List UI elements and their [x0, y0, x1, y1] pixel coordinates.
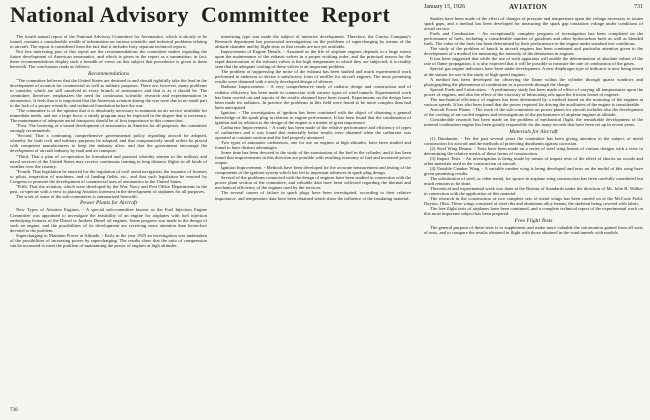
paragraph: The fourth annual report of the National Advisory Committee for Aeronautics, which is shortly to be issued, contains a considerable wealth of information on various scientific and technical problems relating to aircraft. The report is considered from the fact that it includes forty separate technical reports.: [10, 34, 207, 50]
column-2: [215, 0, 411, 420]
paragraph: (1) Duralumin. - For the past several years the committee has been giving attention to the subject of metal construction for aircraft and the methods of protecting duralumin against corrosion.: [424, 135, 643, 146]
title-part-2: Committee: [201, 2, 310, 27]
paragraph: Special gas engine indicators have been under development. A new diaphragm type of indicator is now being tested at the station for use in the study of high speed engines.: [424, 66, 643, 77]
paragraph: Ignition. - The investigation of ignition has been continued with the object of obtaining a general knowledge of the spark plug in relation to engine performance. It has been found that the combination of ignition and its relation to the design of the engine is a matter of great importance.: [215, 109, 411, 125]
title-part-1: National Advisory: [10, 2, 190, 27]
header-journal-name: AVIATION: [509, 3, 548, 11]
column-3-body: [424, 16, 643, 235]
title-part-3: Report: [321, 2, 391, 27]
paragraph: Several of the problems connected with the design of engines have been studied in connection with the power plant section of the committee, and valuable data have been collected regarding the thermal and mechanical efficiency of the engines used by the services.: [215, 175, 411, 191]
paragraph: The substitution of steel, or other metal, for spruce in airplane wing construction has been carefully considered but much remains to be done.: [424, 175, 643, 186]
paragraph: (3) Impact Tests. - An investigation is being made by means of impact tests of the effect of shocks on woods and other materials used in the construction of aircraft.: [424, 155, 643, 166]
column-1: [10, 0, 207, 420]
paragraph: interesting type was made the subject of intensive development. Therefore, the Curtiss Company's Research department has prosecuted investigations on the problems of supercharging by means of the altitude chamber and by flight tests so that results are not yet available.: [215, 34, 411, 50]
paragraph: The free flight tests of airplanes have been continued, and a complete technical report of the experimental work on this most important subject has been prepared.: [424, 206, 643, 217]
paragraph: Special Fuels and Lubrication. - A preliminary study has been made of effect of varying all temperatures upon the power of engines, and also the effect of the viscosity of lubricating oils upon the friction losses of engines.: [424, 86, 643, 97]
paragraph: "The committee is of the opinion that it is absolutely necessary to maintain an air service available for immediate needs, and not a large force, a steady program may be expected in the degree that is necessary. The maintenance of adequate aerial transports should be of first importance in this connection.: [10, 108, 207, 124]
paragraph: "Fourth. That legislation be enacted for the regulation of civil aerial navigation, the issuance of licenses to pilots, inspection of machines, and of landing fields, etc., and that such legislation be enacted by Congress to promote the development of commercial uses of aeronautics in the United States.: [10, 168, 207, 184]
header-date: January 15, 1926: [424, 4, 466, 10]
section-heading-power-plants: Power Plants for Aircraft: [79, 200, 138, 207]
paragraph: It has been suggested that while the use of such apparatus will enable the determination of absolute values of the rate of flame propagation, it is also expected that it will be possible to measure the rate of combustion of the gases.: [424, 56, 643, 67]
paragraph: Supercharging to Maintain Power at Altitude. - Early in the year 1925 an investigation was undertaken of the possibilities of increasing power by supercharging. The results show that the ratio of compression can be increased to meet the problem of maintaining the power of engines at high altitudes.: [10, 232, 207, 248]
paragraph: Not less interesting part of this report are the recommendations the committee makes regarding the future development of American aeronautics, and which is given in the report as a summation; in fact, these recommendations display such a breadth of views on this subject that precedence is given to them herewith. The conclusions reads as follows:: [10, 49, 207, 70]
paragraph: Studies have been made of the effect of changes of pressure and temperature upon the voltage necessary to ionize spark gaps, and a method has been developed for measuring the spark gap ionization voltage under conditions of actual service.: [424, 16, 643, 32]
paragraph: Ignition Improvement. - Methods have been developed for the accurate measurement and testing of the components of the ignition system which has led to important advances in spark plug design.: [215, 165, 411, 176]
column-1-body: [10, 34, 207, 248]
section-heading-recommendations: Recommendations: [87, 70, 129, 77]
paragraph: "Fifth. That the aviation, which were developed by the War, Navy and Post Office Departments in the past, co-operate with a view to placing Aviation foremost in the development of airplanes for all purposes.: [10, 183, 207, 194]
paragraph: "The committee believes that the United States are destined to and should rightfully take the lead in the development of aviation for commercial as well as military purposes. There are, however, many problems to consider, which are still unsolved in every branch of aeronautics and that is as it should be. The committee, therefore, emphasizes the need for continuous scientific research and experimentation in aeronautics. It feels that it is important that the American aviation during the war were due in no small part to the lack of a proper scientific and technical foundation before the war.: [10, 77, 207, 109]
paragraph: The mechanical efficiency of engines has been determined by a method based on the motoring of the engines at various speeds. It has also been found that the power required for driving the auxiliaries of the engine is considerable.: [424, 96, 643, 107]
paragraph: Carburetor Improvement. - A study has been made of the relative performance and efficiency of types of carburetors and it was found that materially better results were obtained when the carburetor was operated at constant suction and the fuel properly atomized.: [215, 124, 411, 140]
section-heading-materials: Materials for Aircraft: [509, 128, 558, 135]
paragraph: Aircraft Power Plants. - The work of the sub-committee on power plants for aircraft includes also the development of the cooling of air-cooled engines and investigations of the performance of airplane engines at altitude.: [424, 106, 643, 117]
paragraph: A method has been developed for observing the flame within the cylinder through quartz windows and photographing the phenomena of combustion as it proceeds through the charge.: [424, 76, 643, 87]
paragraph: "Third. That a plan of co-operation be formulated and pursued whereby airmen in the military and naval services of the United States may receive continuous training in long distance flights in all kinds of weather over the country.: [10, 153, 207, 169]
paragraph: Considerable research has been made on the problem of mechanical flight, the remarkable development of the internal combustion engine has been greatly responsible for the many records that have been set up in recent years.: [424, 116, 643, 127]
section-heading-free-flight: Free Flight Tests: [514, 217, 553, 224]
paragraph: The general purpose of these tests is to supplement and make more valuable the information gained from all sorts of tests, and to compare the results obtained in flight with those obtained in the wind tunnels with models.: [424, 224, 643, 235]
paragraph: Radiator Improvement. - A very comprehensive study of radiator design and construction and of radiator efficiency has been made in connection with various types of wind tunnels. Experimental work has been carried out and reports of the results obtained have been issued. Experiments on the design have been made for radiators. In practice the problems in this field were found to be more complex than had been anticipated.: [215, 84, 411, 110]
paragraph: New Types of Aviation Engines. - A special sub-committee known as the Fuel Injection Engine Committee was appointed to investigate the feasibility of an engine for airplanes with fuel injection embodying features of the Diesel or Junkers Diesel oil engines. Some progress was made in the design of such an engine, and the possibilities of its development are receiving more attention than heretofore devoted to the problem.: [10, 207, 207, 233]
paragraph: The several causes of failure in spark plugs have been investigated, according to their relative importance, and temperature data have been obtained which show the influence of the insulating material.: [215, 190, 411, 201]
paragraph: The problem of suppressing the noise of the exhaust has been studied and much experimental work performed in endeavor to devise a satisfactory form of muffler for aircraft engines. The most promising results were obtained with a newly developed design of silencer.: [215, 69, 411, 85]
column-2-body: [215, 34, 411, 201]
paragraph: (2) Steel Wing Beams. - Tests have been made on a series of steel wing beams of various designs with a view to determining the relative merits of these forms of construction.: [424, 145, 643, 156]
paragraph: The study of the problem of knock in aircraft engines has been continued and particular attention given to the development of a method for measuring the intensity of the detonation in engines.: [424, 46, 643, 57]
paragraph: Two types of automatic carburetors, one for use on engines at high altitudes, have been studied and found to have distinct advantages.: [215, 139, 411, 151]
paragraph: Some time has been devoted to the study of the atomization of the fuel in the cylinder, and it has been found that improvements in this direction are possible with resulting economy of fuel and increased power output.: [215, 150, 411, 166]
paragraph: (4) Variable Camber Wing. - A variable camber wing is being developed and tests on the model of this wing have given promising results.: [424, 165, 643, 176]
paragraph: The research in the construction of two complete sets of metal wings has been carried on at the McCook Field, Dayton, Ohio. These wings consisted of steel ribs and aluminum alloy beams, the skeleton being covered with fabric.: [424, 196, 643, 207]
paragraph: Improvement of Engine Details. - Assumed as the life of airplane engines depends to a large extent upon the maintenance of the exhaust valves in a proper working order, and the principal reason for the rapid deterioration of the exhaust valves is the high temperature to which they are subjected, it is readily seen that the adequate cooling of these valves is an important problem.: [215, 49, 411, 70]
header-page-number: 731: [634, 4, 643, 10]
paragraph: "First. The fostering of a sound development of aeronautics in America for all purposes, the committee strongly recommends:: [10, 123, 207, 134]
paragraph: "Second. That a continuing, comprehensive governmental policy regarding aircraft be adopted, whereby for both civil and military purposes be adopted, and that comparatively small orders be placed with competent manufacturers to keep the industry alive, and that the government encourage the development of aircraft industry by mail and air transport.: [10, 133, 207, 154]
column-3: [424, 0, 643, 420]
paragraph: Theoretical and experimental work was done at the Bureau of Standards under the direction of Mr. John H. Walker in connection with the application of this material.: [424, 186, 643, 197]
paragraph: Fuels and Combustion. - An exceptionally complete program of investigation has been completed on the performance of fuels, including a considerable number of gasolines and other hydrocarbon fuels as well as blended fuels. The value of the fuels has been determined by their performance in the engine under standard test conditions.: [424, 31, 643, 47]
paragraph: The work of some of the sub-committees is summarized herewith:: [16, 193, 138, 199]
footer-page-number: 730: [10, 408, 18, 413]
